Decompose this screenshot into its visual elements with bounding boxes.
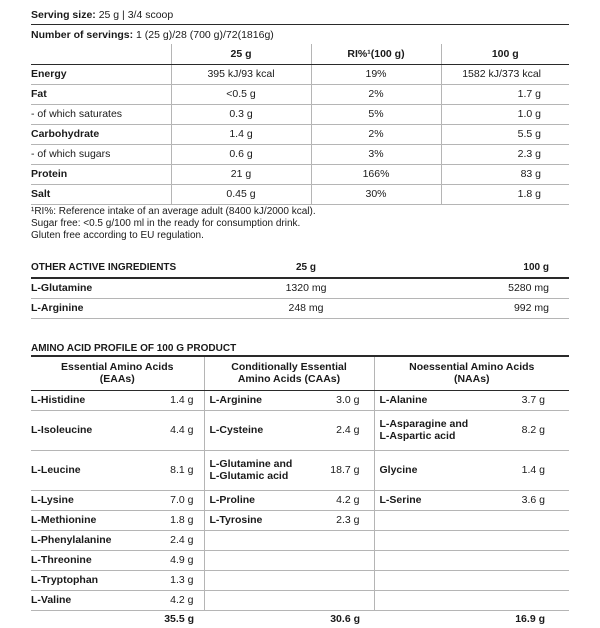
nutrient-name: Salt: [31, 184, 171, 204]
nutrient-name: Energy: [31, 64, 171, 84]
ingredient-name: L-Arginine: [31, 298, 236, 318]
nonessential-amino-value: 1.4 g: [504, 450, 569, 490]
essential-amino-name: L-Isoleucine: [31, 410, 161, 450]
nutrient-ri: 2%: [311, 124, 441, 144]
amino-row: [31, 490, 569, 510]
conditional-header: Conditionally Essential Amino Acids (CAAs): [204, 356, 374, 390]
nonessential-header: Noessential Amino Acids (NAAs): [374, 356, 569, 390]
conditional-amino-name: L-Proline: [204, 490, 324, 510]
nutrient-value-100g: 1.7 g: [441, 84, 569, 104]
nutrient-value-100g: 83 g: [441, 164, 569, 184]
nutrition-row: [31, 104, 569, 124]
servings-count-label: Number of servings:: [31, 29, 134, 41]
essential-amino-name: L-Threonine: [31, 550, 161, 570]
nutrient-value-25g: 0.3 g: [171, 104, 311, 124]
nutrition-header-name: [31, 44, 171, 64]
nutrient-ri: 30%: [311, 184, 441, 204]
footnote-gluten: Gluten free according to EU regulation.: [31, 230, 204, 241]
nutrient-name: - of which sugars: [31, 144, 171, 164]
essential-amino-value: 4.9 g: [161, 550, 204, 570]
amino-header-row: [31, 356, 569, 390]
ingredient-name: L-Glutamine: [31, 278, 236, 298]
essential-amino-value: 8.1 g: [161, 450, 204, 490]
nonessential-amino-value: [504, 570, 569, 590]
ingredient-value-25g: 1320 mg: [236, 278, 376, 298]
nonessential-amino-value: [504, 550, 569, 570]
servings-count-line: [31, 29, 274, 41]
essential-total-spacer: [31, 610, 161, 628]
essential-amino-value: 4.2 g: [161, 590, 204, 610]
essential-total-value: 35.5 g: [164, 613, 194, 626]
nutrient-value-25g: 395 kJ/93 kcal: [171, 64, 311, 84]
other-active-row: [31, 298, 569, 318]
other-active-row: [31, 278, 569, 298]
ingredient-value-100g: 5280 mg: [376, 278, 569, 298]
conditional-total-value: 30.6 g: [330, 613, 360, 626]
essential-amino-value: 1.4 g: [161, 390, 204, 410]
ingredient-value-100g: 992 mg: [376, 298, 569, 318]
conditional-amino-value: 3.0 g: [324, 390, 374, 410]
nonessential-total-spacer: [374, 610, 504, 628]
essential-amino-value: 4.4 g: [161, 410, 204, 450]
nutrition-header-100g: 100 g: [441, 44, 569, 64]
nutrition-row: [31, 84, 569, 104]
conditional-amino-name: [204, 570, 324, 590]
nutrient-name: Carbohydrate: [31, 124, 171, 144]
amino-row: [31, 450, 569, 490]
other-active-table: [31, 258, 569, 319]
nutrient-value-25g: 1.4 g: [171, 124, 311, 144]
serving-size-line: [31, 9, 173, 21]
nutrient-value-100g: 1.0 g: [441, 104, 569, 124]
essential-amino-value: 1.3 g: [161, 570, 204, 590]
footnotes: [31, 206, 316, 242]
essential-header: Essential Amino Acids (EAAs): [31, 356, 204, 390]
ingredient-value-25g: 248 mg: [236, 298, 376, 318]
nutrient-value-100g: 1582 kJ/373 kcal: [441, 64, 569, 84]
conditional-amino-value: [324, 550, 374, 570]
footnote-sugar: Sugar free: <0.5 g/100 ml in the ready for consumption drink.: [31, 218, 301, 229]
essential-amino-name: L-Tryptophan: [31, 570, 161, 590]
essential-amino-name: L-Phenylalanine: [31, 530, 161, 550]
footnote-ri: ¹RI%: Reference intake of an average adult (8400 kJ/2000 kcal).: [31, 206, 316, 217]
nutrient-name: Fat: [31, 84, 171, 104]
nonessential-amino-value: 8.2 g: [504, 410, 569, 450]
essential-amino-name: L-Lysine: [31, 490, 161, 510]
conditional-amino-name: [204, 530, 324, 550]
essential-amino-name: L-Valine: [31, 590, 161, 610]
serving-size-label: Serving size:: [31, 9, 96, 21]
nonessential-amino-name: L-Alanine: [374, 390, 504, 410]
nutrient-ri: 166%: [311, 164, 441, 184]
nutrient-value-100g: 5.5 g: [441, 124, 569, 144]
amino-row: [31, 530, 569, 550]
nutrient-value-25g: <0.5 g: [171, 84, 311, 104]
conditional-amino-value: 2.4 g: [324, 410, 374, 450]
nonessential-amino-name: L-Serine: [374, 490, 504, 510]
nutrition-header-25g: 25 g: [171, 44, 311, 64]
nutrient-value-25g: 21 g: [171, 164, 311, 184]
nutrient-ri: 2%: [311, 84, 441, 104]
amino-totals-row: [31, 610, 569, 628]
nutrition-row: [31, 184, 569, 204]
nutrition-row: [31, 64, 569, 84]
nutrition-table: [31, 44, 569, 205]
conditional-amino-value: [324, 530, 374, 550]
nonessential-amino-name: Glycine: [374, 450, 504, 490]
nonessential-amino-value: [504, 590, 569, 610]
nonessential-amino-value: [504, 510, 569, 530]
nonessential-amino-name: [374, 530, 504, 550]
nonessential-total-value: 16.9 g: [515, 613, 545, 626]
other-active-header-25g: 25 g: [236, 258, 376, 278]
other-active-header-row: [31, 258, 569, 278]
other-active-title: OTHER ACTIVE INGREDIENTS: [31, 258, 236, 278]
essential-amino-name: L-Histidine: [31, 390, 161, 410]
essential-amino-value: 2.4 g: [161, 530, 204, 550]
nonessential-amino-value: [504, 530, 569, 550]
nutrition-row: [31, 124, 569, 144]
essential-amino-value: 1.8 g: [161, 510, 204, 530]
conditional-amino-name: L-Arginine: [204, 390, 324, 410]
conditional-total-spacer: [204, 610, 324, 628]
amino-row: [31, 550, 569, 570]
conditional-amino-name: [204, 590, 324, 610]
conditional-amino-value: [324, 590, 374, 610]
nutrient-ri: 3%: [311, 144, 441, 164]
nutrient-name: Protein: [31, 164, 171, 184]
conditional-amino-value: [324, 570, 374, 590]
amino-row: [31, 570, 569, 590]
essential-amino-value: 7.0 g: [161, 490, 204, 510]
other-active-header-100g: 100 g: [376, 258, 569, 278]
nonessential-amino-name: L-Asparagine and L-Aspartic acid: [374, 410, 504, 450]
nonessential-amino-name: [374, 550, 504, 570]
amino-profile-title: AMINO ACID PROFILE OF 100 G PRODUCT: [31, 343, 237, 354]
divider: [31, 24, 569, 25]
essential-amino-name: L-Leucine: [31, 450, 161, 490]
nonessential-amino-name: [374, 510, 504, 530]
essential-amino-name: L-Methionine: [31, 510, 161, 530]
servings-count-value: 1 (25 g)/28 (700 g)/72(1816g): [133, 29, 274, 41]
amino-row: [31, 390, 569, 410]
nonessential-amino-name: [374, 570, 504, 590]
conditional-amino-value: 2.3 g: [324, 510, 374, 530]
amino-row: [31, 510, 569, 530]
conditional-amino-value: 18.7 g: [324, 450, 374, 490]
serving-size-value: 25 g | 3/4 scoop: [95, 9, 174, 21]
conditional-amino-name: L-Glutamine and L-Glutamic acid: [204, 450, 324, 490]
conditional-amino-value: 4.2 g: [324, 490, 374, 510]
nutrient-value-100g: 1.8 g: [441, 184, 569, 204]
conditional-amino-name: L-Cysteine: [204, 410, 324, 450]
conditional-amino-name: L-Tyrosine: [204, 510, 324, 530]
nonessential-amino-value: 3.6 g: [504, 490, 569, 510]
nonessential-amino-value: 3.7 g: [504, 390, 569, 410]
nutrition-header-row: [31, 44, 569, 64]
nutrient-value-100g: 2.3 g: [441, 144, 569, 164]
nutrient-ri: 5%: [311, 104, 441, 124]
nonessential-amino-name: [374, 590, 504, 610]
amino-profile-table: [31, 355, 569, 628]
nutrient-ri: 19%: [311, 64, 441, 84]
amino-row: [31, 410, 569, 450]
nutrition-row: [31, 144, 569, 164]
nutrition-header-ri: RI%¹(100 g): [311, 44, 441, 64]
nutrient-name: - of which saturates: [31, 104, 171, 124]
nutrient-value-25g: 0.45 g: [171, 184, 311, 204]
nutrition-row: [31, 164, 569, 184]
conditional-amino-name: [204, 550, 324, 570]
nutrient-value-25g: 0.6 g: [171, 144, 311, 164]
amino-row: [31, 590, 569, 610]
